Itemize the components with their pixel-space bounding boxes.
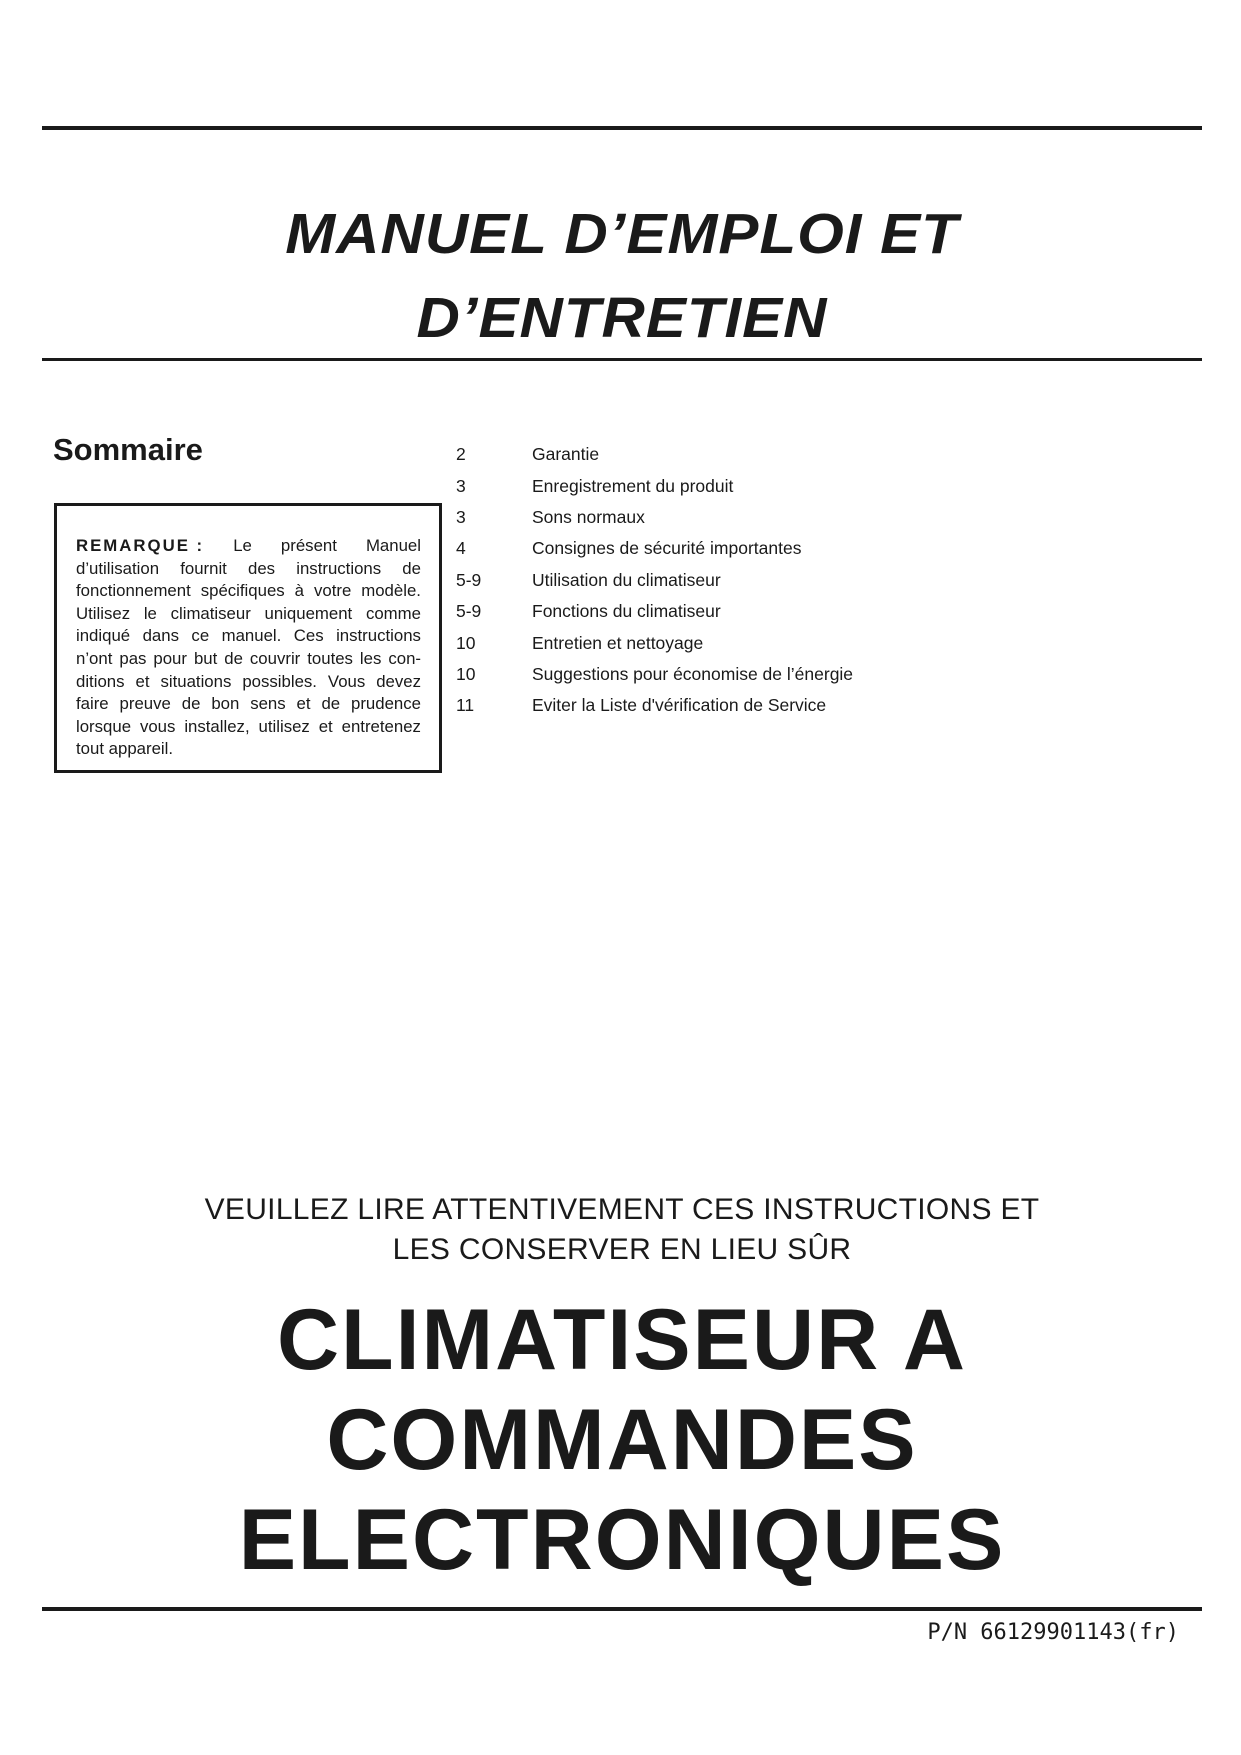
- toc-title: Entretien et nettoyage: [532, 632, 704, 653]
- note-word: les: [359, 648, 382, 668]
- note-line: [76, 558, 421, 581]
- top-divider: [42, 126, 1202, 130]
- note-word: appareil.: [108, 739, 174, 759]
- toc-page-number: 3: [456, 475, 466, 496]
- note-word: utilisez: [258, 716, 310, 736]
- note-word: d’utilisation: [76, 558, 160, 578]
- note-word: spécifiques: [200, 581, 285, 601]
- note-word: lorsque: [76, 716, 132, 736]
- toc-item: [456, 690, 1016, 721]
- note-word: uniquement: [264, 603, 353, 623]
- toc-page-number: 10: [456, 663, 476, 684]
- note-word: situations: [160, 671, 232, 691]
- note-line: [76, 648, 421, 671]
- note-word: n’ont: [76, 648, 113, 668]
- note-word: pas: [119, 648, 147, 668]
- toc-page-number: 4: [456, 538, 466, 559]
- toc-page-number: 5-9: [456, 601, 482, 622]
- toc-page-number: 2: [456, 444, 466, 465]
- note-word: Manuel: [365, 536, 421, 555]
- instructions-line-1: VEUILLEZ LIRE ATTENTIVEMENT CES INSTRUCTIONS ET: [204, 1193, 1040, 1226]
- note-text: [76, 558, 421, 761]
- note-word: manuel.: [221, 626, 282, 646]
- toc-item: [456, 659, 1016, 690]
- note-word: dans: [142, 626, 179, 646]
- toc-title: Sons normaux: [532, 506, 645, 527]
- table-of-contents: [456, 439, 1016, 722]
- bottom-divider: [42, 1607, 1202, 1611]
- note-line: [76, 625, 421, 648]
- toc-item: [456, 470, 1016, 501]
- note-word: vous: [139, 716, 176, 736]
- note-word: indiqué: [76, 626, 131, 646]
- product-title-line-2: COMMANDES: [326, 1392, 918, 1488]
- note-word: pour: [153, 648, 187, 668]
- note-word: fournit: [180, 558, 227, 578]
- note-word: et: [318, 716, 333, 736]
- product-title-line-1: CLIMATISEUR A: [276, 1292, 968, 1388]
- toc-item: [456, 627, 1016, 658]
- part-number: P/N 66129901143(fr): [927, 1620, 1179, 1645]
- note-word: présent: [280, 536, 337, 555]
- note-word: Utilisez: [76, 603, 131, 623]
- note-line: [76, 535, 421, 558]
- note-word: le: [143, 603, 157, 623]
- note-word: de: [224, 648, 243, 668]
- instructions-notice: [42, 1190, 1202, 1270]
- note-word: instructions: [296, 558, 382, 578]
- note-word: couvrir: [249, 648, 301, 668]
- note-word: climatiseur: [170, 603, 251, 623]
- toc-page-number: 11: [456, 695, 475, 716]
- note-word: et: [135, 671, 150, 691]
- toc-title: Consignes de sécurité importantes: [532, 538, 802, 559]
- product-title: [42, 1290, 1202, 1590]
- note-word: Le: [233, 536, 252, 555]
- note-word: tout: [76, 739, 104, 759]
- note-word: à: [294, 581, 304, 601]
- note-word: de: [402, 558, 421, 578]
- note-line: [76, 738, 421, 761]
- note-word: Ces: [293, 626, 324, 646]
- product-title-line-3: ELECTRONIQUES: [238, 1492, 1006, 1588]
- note-line: [76, 693, 421, 716]
- page-title: [42, 192, 1202, 359]
- toc-item: [456, 596, 1016, 627]
- toc-title: Garantie: [532, 444, 600, 465]
- toc-item: [456, 533, 1016, 564]
- toc-item: [456, 565, 1016, 596]
- note-word: preuve: [119, 694, 171, 714]
- note-word: des: [248, 558, 276, 578]
- note-word: votre: [313, 581, 352, 601]
- toc-page-number: 5-9: [456, 569, 482, 590]
- toc-title: Enregistrement du produit: [532, 475, 734, 496]
- instructions-line-2: LES CONSERVER EN LIEU SÛR: [392, 1233, 852, 1266]
- toc-page-number: 3: [456, 506, 466, 527]
- note-word: con-: [388, 648, 421, 668]
- note-word: prudence: [351, 694, 421, 714]
- note-word: instructions: [336, 626, 421, 646]
- note-line: [76, 671, 421, 694]
- note-word: but: [193, 648, 218, 668]
- note-word: et: [296, 694, 311, 714]
- note-word: installez,: [184, 716, 250, 736]
- note-word: faire: [76, 694, 109, 714]
- note-line: [76, 716, 421, 739]
- sommaire-heading: Sommaire: [53, 432, 203, 467]
- page-title-line-1: MANUEL D’EMPLOI ET: [285, 201, 959, 266]
- note-word: de: [181, 694, 201, 714]
- note-word: de: [321, 694, 341, 714]
- note-word: fonctionnement: [76, 581, 191, 601]
- note-word: Vous: [327, 671, 366, 691]
- page-title-line-2: D’ENTRETIEN: [416, 285, 828, 350]
- note-label: REMARQUE :: [76, 536, 205, 555]
- toc-title: Eviter la Liste d'vérification de Service: [532, 695, 827, 716]
- note-word: ce: [191, 626, 210, 646]
- note-word: devez: [376, 671, 421, 691]
- note-word: bon: [211, 694, 240, 714]
- note-word: ditions: [76, 671, 125, 691]
- toc-item: [456, 439, 1016, 470]
- note-line: [76, 603, 421, 626]
- toc-item: [456, 502, 1016, 533]
- note-word: entretenez: [341, 716, 421, 736]
- note-word: possibles.: [242, 671, 317, 691]
- note-word: sens: [250, 694, 286, 714]
- note-box: [54, 503, 442, 773]
- note-word: modèle.: [361, 581, 421, 601]
- toc-title: Fonctions du climatiseur: [532, 601, 721, 622]
- note-word: toutes: [307, 648, 353, 668]
- note-line: [76, 580, 421, 603]
- toc-title: Suggestions pour économise de l’énergie: [532, 663, 854, 684]
- title-divider: [42, 358, 1202, 361]
- toc-title: Utilisation du climatiseur: [532, 569, 721, 590]
- note-word: comme: [365, 603, 421, 623]
- toc-page-number: 10: [456, 632, 476, 653]
